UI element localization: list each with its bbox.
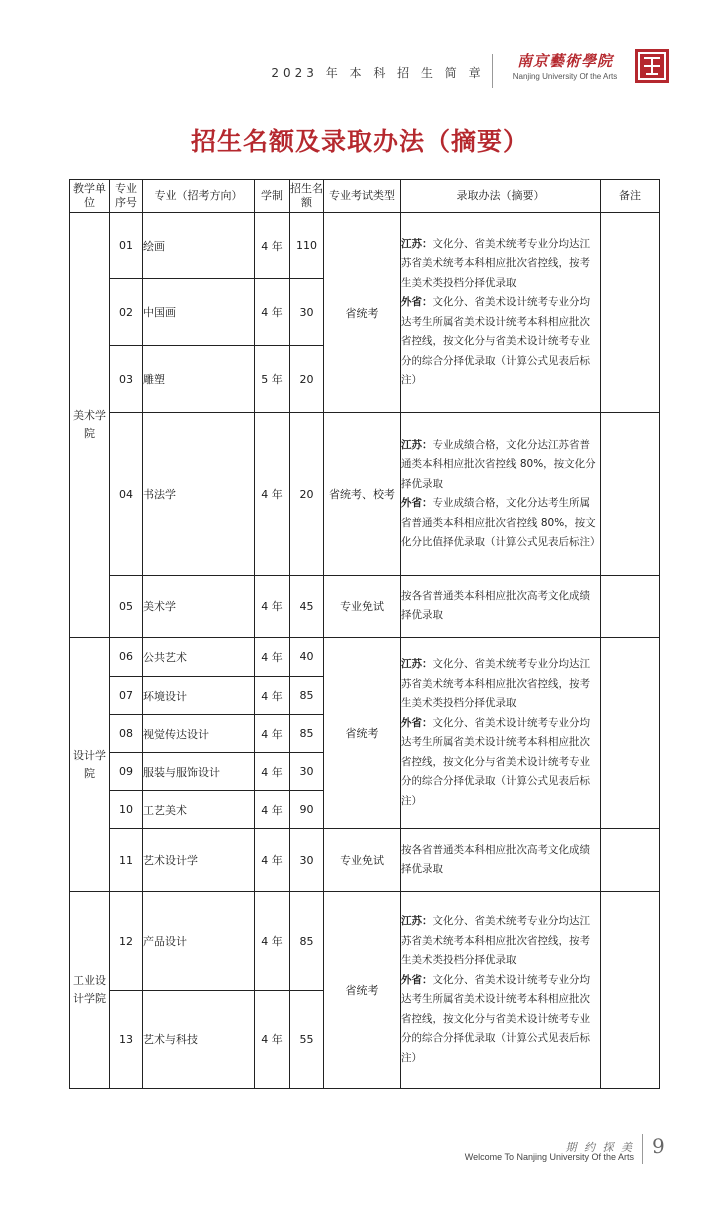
years: 4 年 bbox=[255, 715, 290, 753]
major-name: 视觉传达设计 bbox=[143, 715, 255, 753]
major-number: 12 bbox=[110, 892, 143, 990]
major-name: 环境设计 bbox=[143, 677, 255, 715]
quota: 85 bbox=[290, 892, 324, 990]
years: 4 年 bbox=[255, 753, 290, 791]
table-row bbox=[70, 575, 660, 637]
major-number: 13 bbox=[110, 990, 143, 1088]
major-name: 雕塑 bbox=[143, 346, 255, 413]
school-cell: 设计学院 bbox=[70, 637, 110, 892]
header-major: 专业（招考方向） bbox=[143, 180, 255, 213]
years: 4 年 bbox=[255, 413, 290, 575]
years: 4 年 bbox=[255, 213, 290, 279]
header-notes: 备注 bbox=[601, 180, 660, 213]
quota: 20 bbox=[290, 413, 324, 575]
method-text: 文化分、省美术统考专业分均达江苏省美术统考本科相应批次省控线，按考生美术类投档分择优录取 bbox=[401, 658, 590, 710]
admission-method: 按各省普通类本科相应批次高考文化成绩择优录取 bbox=[401, 829, 601, 892]
header-major-number: 专业序号 bbox=[110, 180, 143, 213]
method-text: 文化分、省美术设计统考专业分均达考生所属省美术设计统考本科相应批次省控线，按文化分与省美术设计统考专业分的综合分择优录取（计算公式见表后标注） bbox=[401, 296, 590, 387]
header-school: 教学单位 bbox=[70, 180, 110, 213]
header-years: 学制 bbox=[255, 180, 290, 213]
school-cell: 美术学院 bbox=[70, 213, 110, 638]
quota: 30 bbox=[290, 829, 324, 892]
quota: 20 bbox=[290, 346, 324, 413]
other-province-label: 外省： bbox=[401, 716, 433, 729]
major-name: 中国画 bbox=[143, 279, 255, 346]
method-text: 专业成绩合格，文化分达考生所属省普通类本科相应批次省控线 80%，按文化分比值择优录取（计算公式见表后标注） bbox=[401, 497, 601, 549]
quota: 55 bbox=[290, 990, 324, 1088]
table-row bbox=[70, 213, 660, 279]
quota: 110 bbox=[290, 213, 324, 279]
quota: 30 bbox=[290, 753, 324, 791]
major-number: 01 bbox=[110, 213, 143, 279]
years: 4 年 bbox=[255, 637, 290, 676]
table-row bbox=[70, 637, 660, 676]
page-number: 9 bbox=[652, 1134, 665, 1158]
major-number: 07 bbox=[110, 677, 143, 715]
years: 4 年 bbox=[255, 829, 290, 892]
footer-divider bbox=[642, 1134, 643, 1164]
years: 5 年 bbox=[255, 346, 290, 413]
major-number: 08 bbox=[110, 715, 143, 753]
header-admission-method: 录取办法（摘要） bbox=[401, 180, 601, 213]
method-text: 文化分、省美术设计统考专业分均达考生所属省美术设计统考本科相应批次省控线，按文化分与省美术设计统考专业分的综合分择优录取（计算公式见表后标注） bbox=[401, 716, 590, 807]
other-province-label: 外省： bbox=[401, 296, 433, 309]
jiangsu-label: 江苏： bbox=[401, 658, 433, 671]
major-name: 艺术设计学 bbox=[143, 829, 255, 892]
other-province-label: 外省： bbox=[401, 973, 433, 986]
footer-slogan-english: Welcome To Nanjing University Of the Arts bbox=[464, 1152, 634, 1162]
university-logo-text: 南京藝術學院 bbox=[516, 52, 613, 70]
major-number: 03 bbox=[110, 346, 143, 413]
major-number: 02 bbox=[110, 279, 143, 346]
years: 4 年 bbox=[255, 791, 290, 829]
brochure-title: 2023 年 本 科 招 生 简 章 bbox=[271, 66, 485, 80]
major-name: 艺术与科技 bbox=[143, 990, 255, 1088]
school-cell: 工业设计学院 bbox=[70, 892, 110, 1089]
method-text: 专业成绩合格，文化分达江苏省普通类本科相应批次省控线 80%，按文化分择优录取 bbox=[401, 438, 596, 490]
notes-cell bbox=[601, 637, 660, 828]
table-row bbox=[70, 413, 660, 575]
table-row bbox=[70, 829, 660, 892]
admission-method bbox=[401, 213, 601, 413]
quota: 85 bbox=[290, 715, 324, 753]
major-name: 公共艺术 bbox=[143, 637, 255, 676]
exam-type: 省统考 bbox=[324, 213, 401, 413]
method-text: 文化分、省美术统考专业分均达江苏省美术统考本科相应批次省控线，按考生美术类投档分择优录取 bbox=[401, 237, 590, 289]
quota: 45 bbox=[290, 575, 324, 637]
table-row bbox=[70, 892, 660, 990]
years: 4 年 bbox=[255, 279, 290, 346]
admission-method bbox=[401, 892, 601, 1089]
admission-method: 按各省普通类本科相应批次高考文化成绩择优录取 bbox=[401, 575, 601, 637]
major-name: 美术学 bbox=[143, 575, 255, 637]
exam-type: 省统考 bbox=[324, 892, 401, 1089]
admissions-table bbox=[69, 179, 660, 1089]
years: 4 年 bbox=[255, 892, 290, 990]
admission-method bbox=[401, 637, 601, 828]
footer-slogan: 期 约 探 美 bbox=[565, 1141, 634, 1154]
major-number: 09 bbox=[110, 753, 143, 791]
jiangsu-label: 江苏： bbox=[401, 915, 433, 928]
exam-type: 专业免试 bbox=[324, 829, 401, 892]
quota: 40 bbox=[290, 637, 324, 676]
quota: 30 bbox=[290, 279, 324, 346]
notes-cell bbox=[601, 575, 660, 637]
major-name: 工艺美术 bbox=[143, 791, 255, 829]
jiangsu-label: 江苏： bbox=[401, 438, 433, 451]
major-name: 书法学 bbox=[143, 413, 255, 575]
page-heading: 招生名额及录取办法（摘要） bbox=[190, 127, 529, 156]
major-number: 06 bbox=[110, 637, 143, 676]
table-header-row bbox=[70, 180, 660, 213]
method-text: 文化分、省美术统考专业分均达江苏省美术统考本科相应批次省控线，按考生美术类投档分择优录取 bbox=[401, 915, 590, 967]
major-number: 04 bbox=[110, 413, 143, 575]
major-number: 10 bbox=[110, 791, 143, 829]
years: 4 年 bbox=[255, 677, 290, 715]
years: 4 年 bbox=[255, 990, 290, 1088]
major-name: 服装与服饰设计 bbox=[143, 753, 255, 791]
quota: 90 bbox=[290, 791, 324, 829]
major-name: 产品设计 bbox=[143, 892, 255, 990]
admission-method bbox=[401, 413, 601, 575]
exam-type: 省统考、校考 bbox=[324, 413, 401, 575]
years: 4 年 bbox=[255, 575, 290, 637]
header-exam-type: 专业考试类型 bbox=[324, 180, 401, 213]
exam-type: 省统考 bbox=[324, 637, 401, 828]
header-divider bbox=[492, 54, 493, 88]
notes-cell bbox=[601, 413, 660, 575]
method-text: 文化分、省美术设计统考专业分均达考生所属省美术设计统考本科相应批次省控线，按文化分与省美术设计统考专业分的综合分择优录取（计算公式见表后标注） bbox=[401, 973, 590, 1064]
major-name: 绘画 bbox=[143, 213, 255, 279]
university-name-english: Nanjing University Of the Arts bbox=[512, 72, 618, 81]
notes-cell bbox=[601, 213, 660, 413]
notes-cell bbox=[601, 892, 660, 1089]
university-seal-icon bbox=[634, 48, 670, 84]
major-number: 11 bbox=[110, 829, 143, 892]
other-province-label: 外省： bbox=[401, 497, 433, 510]
notes-cell bbox=[601, 829, 660, 892]
major-number: 05 bbox=[110, 575, 143, 637]
quota: 85 bbox=[290, 677, 324, 715]
jiangsu-label: 江苏： bbox=[401, 237, 433, 250]
header-quota: 招生名额 bbox=[290, 180, 324, 213]
exam-type: 专业免试 bbox=[324, 575, 401, 637]
